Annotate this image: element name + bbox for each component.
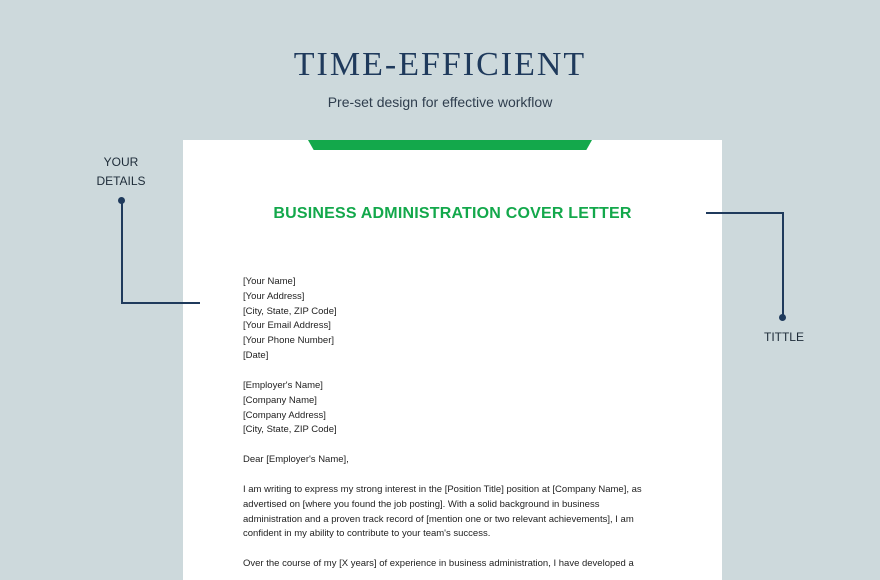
sender-line: [Your Email Address] <box>243 320 331 332</box>
accent-tab <box>308 140 592 150</box>
recipient-line: [Company Name] <box>243 394 317 406</box>
recipient-block <box>243 379 337 438</box>
sender-line: [Your Address] <box>243 290 305 302</box>
recipient-line: [City, State, ZIP Code] <box>243 424 337 436</box>
sender-line: [Date] <box>243 349 269 361</box>
callout-label-line: YOUR <box>103 155 139 169</box>
callout-connector <box>121 200 123 304</box>
sender-line: [Your Phone Number] <box>243 335 335 347</box>
recipient-line: [Company Address] <box>243 409 326 421</box>
paragraph-line: confident in my ability to contribute to your team's success. <box>243 528 491 540</box>
paragraph-line: advertised on [where you found the job posting]. With a solid background in business <box>243 498 600 510</box>
callout-connector <box>706 212 784 214</box>
sender-block <box>243 275 337 364</box>
callout-label-line: DETAILS <box>96 174 146 188</box>
your-details-callout <box>92 153 150 191</box>
paragraph-1 <box>243 483 642 542</box>
paragraph-line: I am writing to express my strong interest in the [Position Title] position at [Company Name], as <box>243 484 642 495</box>
document-title: BUSINESS ADMINISTRATION COVER LETTER <box>273 205 632 222</box>
paragraph-2: Over the course of my [X years] of experience in business administration, I have developed a <box>243 558 634 569</box>
sender-line: [City, State, ZIP Code] <box>243 305 337 317</box>
callout-connector <box>782 212 784 318</box>
sender-line: [Your Name] <box>243 276 296 287</box>
headline: TIME-EFFICIENT <box>293 46 587 83</box>
title-callout: TITTLE <box>763 330 804 344</box>
callout-connector <box>121 302 200 304</box>
paragraph-line: administration and a proven track record of [mention one or two relevant achievements], I am <box>243 513 634 525</box>
callout-dot-icon <box>779 314 786 321</box>
recipient-line: [Employer's Name] <box>243 380 323 391</box>
salutation: Dear [Employer's Name], <box>243 454 349 465</box>
subheadline: Pre-set design for effective workflow <box>327 94 553 110</box>
